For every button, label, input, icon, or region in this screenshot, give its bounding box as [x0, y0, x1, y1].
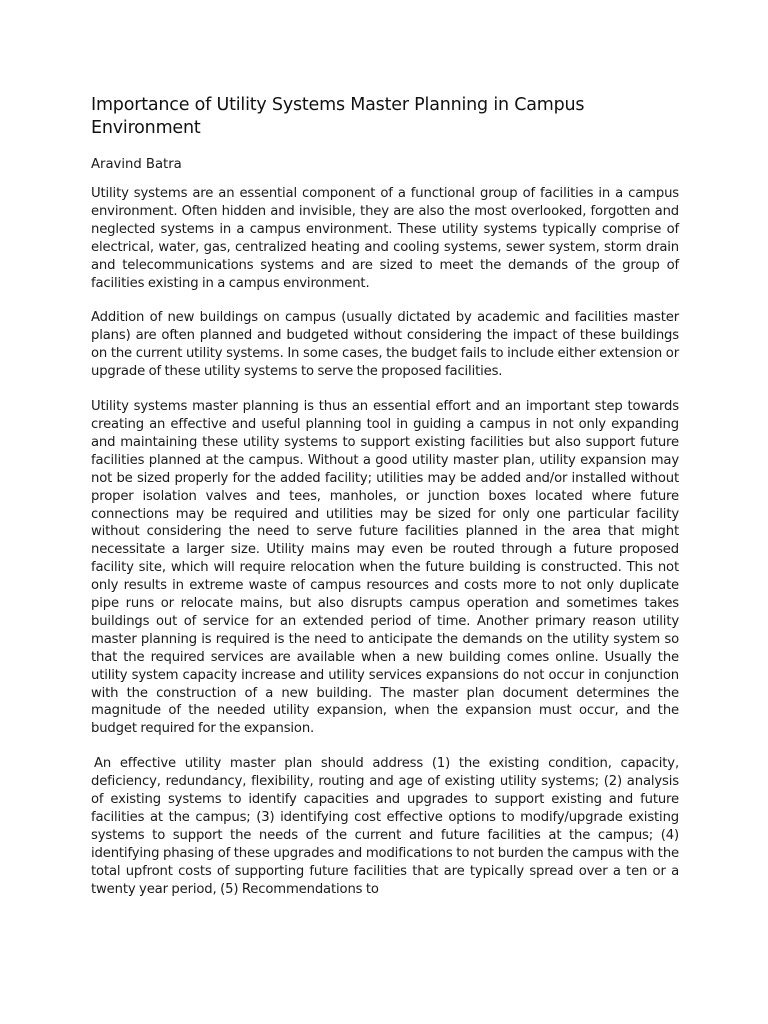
author-name: Aravind Batra	[91, 157, 182, 172]
paragraph-effective-plan: An effective utility master plan should address (1) the existing condition, capacity, deficiency, redundancy, flexibility, routing and age of existing utility systems; (2) analysis of existing systems to identify capacities and upgrades to support existing and future facilities at the campus; (3) identifying cost effective options to modify/upgrade existing systems to support the needs of the current and future facilities at the campus; (4) identifying phasing of these upgrades and modifications to not burden the campus with the total upfront costs of supporting future facilities that are typically spread over a ten or a twenty year period, (5) Recommendations to	[91, 756, 679, 897]
paragraph-master-planning: Utility systems master planning is thus an essential effort and an important step towards creating an effective and useful planning tool in guiding a campus in not only expanding and maintaining these utility systems to support existing facilities but also support future facilities planned at the campus. Without a good utility master plan, utility expansion may not be sized properly for the added facility; utilities may be added and/or installed without proper isolation valves and tees, manholes, or junction boxes located where future connections may be required and utilities may be sized for only one particular facility without considering the need to serve future facilities planned in the area that might necessitate a larger size. Utility mains may even be routed through a future proposed facility site, which will require relocation when the future building is constructed. This not only results in extreme waste of campus resources and costs more to not only duplicate pipe runs or relocate mains, but also disrupts campus operation and sometimes takes buildings out of service for an extended period of time. Another primary reason utility master planning is required is the need to anticipate the demands on the utility system so that the required services are available when a new building comes online. Usually the utility system capacity increase and utility services expansions do not occur in conjunction with the construction of a new building. The master plan document determines the magnitude of the needed utility expansion, when the expansion must occur, and the budget required for the expansion.	[91, 399, 679, 737]
paragraph-intro: Utility systems are an essential component of a functional group of facilities in a campus environment. Often hidden and invisible, they are also the most overlooked, forgotten and neglected systems in a campus environment. These utility systems typically comprise of electrical, water, gas, centralized heating and cooling systems, sewer system, storm drain and telecommunications systems and are sized to meet the demands of the group of facilities existing in a campus environment.	[91, 186, 679, 291]
document-title: Importance of Utility Systems Master Planning in Campus Environment	[91, 95, 585, 138]
document-body	[91, 94, 679, 916]
paragraph-new-buildings: Addition of new buildings on campus (usually dictated by academic and facilities master plans) are often planned and budgeted without considering the impact of these buildings on the current utility systems. In some cases, the budget fails to include either extension or upgrade of these utility systems to serve the proposed facilities.	[91, 310, 679, 380]
